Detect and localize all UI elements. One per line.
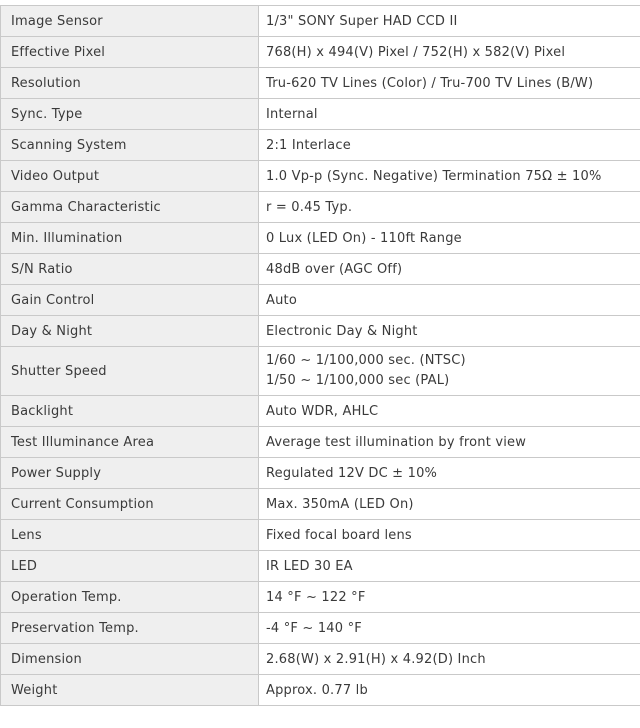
spec-row-gain-control (1, 285, 640, 316)
spec-table-body (1, 6, 640, 706)
spec-label: Video Output (1, 161, 259, 192)
spec-label: Test Illuminance Area (1, 427, 259, 458)
spec-row-effective-pixel (1, 37, 640, 68)
spec-label: Backlight (1, 396, 259, 427)
spec-row-min-illumination (1, 223, 640, 254)
spec-value: 48dB over (AGC Off) (259, 254, 640, 285)
spec-value: 2.68(W) x 2.91(H) x 4.92(D) Inch (259, 644, 640, 675)
spec-value: -4 °F ~ 140 °F (259, 613, 640, 644)
spec-row-test-illuminance-area (1, 427, 640, 458)
spec-row-backlight (1, 396, 640, 427)
spec-label: Current Consumption (1, 489, 259, 520)
spec-label: Effective Pixel (1, 37, 259, 68)
spec-value: 1/3" SONY Super HAD CCD II (259, 6, 640, 37)
spec-row-sync-type (1, 99, 640, 130)
spec-label: Lens (1, 520, 259, 551)
spec-value: 14 °F ~ 122 °F (259, 582, 640, 613)
spec-label: Day & Night (1, 316, 259, 347)
spec-row-led (1, 551, 640, 582)
spec-value: 768(H) x 494(V) Pixel / 752(H) x 582(V) Pixel (259, 37, 640, 68)
spec-value: Internal (259, 99, 640, 130)
spec-row-image-sensor (1, 6, 640, 37)
spec-label: Scanning System (1, 130, 259, 161)
spec-value: 0 Lux (LED On) - 110ft Range (259, 223, 640, 254)
spec-label: Power Supply (1, 458, 259, 489)
spec-value-line-pal: 1/50 ~ 1/100,000 sec (PAL) (266, 373, 450, 388)
spec-label: Gamma Characteristic (1, 192, 259, 223)
spec-label: Min. Illumination (1, 223, 259, 254)
spec-row-weight (1, 675, 640, 706)
spec-row-gamma-characteristic (1, 192, 640, 223)
spec-label: Weight (1, 675, 259, 706)
spec-row-power-supply (1, 458, 640, 489)
spec-value: r = 0.45 Typ. (259, 192, 640, 223)
spec-row-day-night (1, 316, 640, 347)
spec-value: Regulated 12V DC ± 10% (259, 458, 640, 489)
spec-row-sn-ratio (1, 254, 640, 285)
spec-value: Auto WDR, AHLC (259, 396, 640, 427)
spec-table (0, 5, 640, 706)
spec-row-preservation-temp (1, 613, 640, 644)
spec-value: IR LED 30 EA (259, 551, 640, 582)
spec-row-shutter-speed (1, 347, 640, 396)
spec-value: Tru-620 TV Lines (Color) / Tru-700 TV Lines (B/W) (259, 68, 640, 99)
spec-label: Dimension (1, 644, 259, 675)
spec-label: Shutter Speed (1, 347, 259, 396)
spec-value: Approx. 0.77 lb (259, 675, 640, 706)
spec-label: Operation Temp. (1, 582, 259, 613)
spec-row-current-consumption (1, 489, 640, 520)
spec-row-resolution (1, 68, 640, 99)
spec-row-video-output (1, 161, 640, 192)
spec-row-operation-temp (1, 582, 640, 613)
spec-row-scanning-system (1, 130, 640, 161)
spec-label: Resolution (1, 68, 259, 99)
spec-label: Image Sensor (1, 6, 259, 37)
spec-value: 1.0 Vp-p (Sync. Negative) Termination 75Ω ± 10% (259, 161, 640, 192)
spec-value: Fixed focal board lens (259, 520, 640, 551)
spec-value: Auto (259, 285, 640, 316)
spec-label: Preservation Temp. (1, 613, 259, 644)
spec-value: Max. 350mA (LED On) (259, 489, 640, 520)
spec-row-dimension (1, 644, 640, 675)
spec-label: Gain Control (1, 285, 259, 316)
spec-label: Sync. Type (1, 99, 259, 130)
spec-label: S/N Ratio (1, 254, 259, 285)
spec-label: LED (1, 551, 259, 582)
spec-value: 2:1 Interlace (259, 130, 640, 161)
spec-value: Average test illumination by front view (259, 427, 640, 458)
spec-value (259, 347, 640, 396)
spec-value-line-ntsc: 1/60 ~ 1/100,000 sec. (NTSC) (266, 353, 466, 368)
spec-row-lens (1, 520, 640, 551)
spec-value: Electronic Day & Night (259, 316, 640, 347)
